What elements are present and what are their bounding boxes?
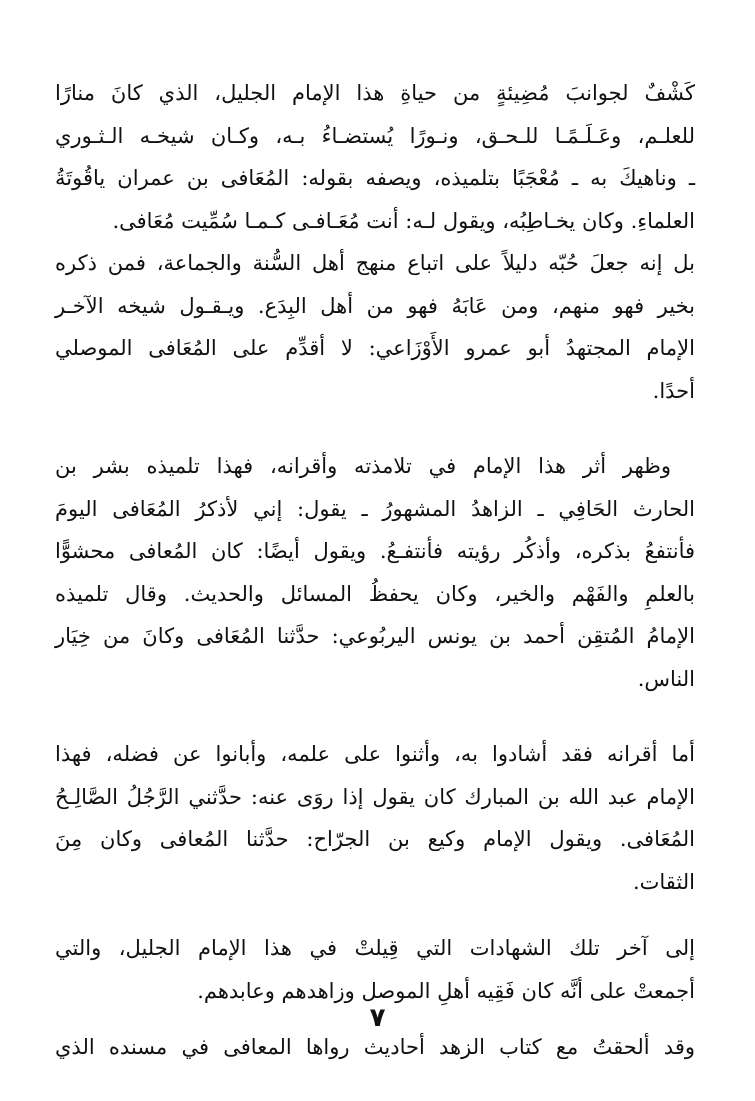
text-line: أجمعتْ على أنَّه كان فَقِيه أهلِ الموصل وزاهدهم وعابدهم. (197, 978, 695, 1003)
text-line: الإمام عبد الله بن المبارك كان يقول إذا روَى عنه: حدَّثني الرَّجُلُ الصَّالِـحُ (55, 784, 695, 809)
text-line: وقد ألحقتُ مع كتاب الزهد أحاديث رواها المعافى في مسنده الذي (55, 1035, 695, 1059)
text-line: الثقات. (632, 869, 695, 894)
text-line: فأنتفعُ بذكره، وأذكُر رؤيته فأنتفـعُ. ويقول أيضًا: كان المُعافى محشوًّا (55, 539, 695, 563)
text-line: الإمامُ المُتقِن أحمد بن يونس اليربُوعي: حدَّثنا المُعَافى وكانَ من خِيَار (55, 624, 695, 648)
text-line: العلماءِ. وكان يخـاطِبُه، ويقول لـه: أنت مُعَـافـى كـمـا سُمِّيت مُعَافى. (112, 208, 695, 233)
paragraph-spacer (55, 903, 695, 927)
paragraph-spacer (55, 700, 695, 733)
text-line: الإمام المجتهدُ أبو عمرو الأَوْزَاعي: لا أقدِّم على المُعَافى الموصلي (55, 336, 695, 360)
page-number: ٧ (369, 1003, 386, 1033)
paragraph (55, 445, 695, 700)
document-page (55, 72, 695, 1069)
paragraph-spacer (55, 412, 695, 445)
text-line: الناس. (637, 666, 695, 691)
paragraph (55, 927, 695, 1012)
text-line: ـ وناهيكَ به ـ مُعْجَبًا بتلميذه، ويصفه بقوله: المُعَافى بن عمران ياقُوتَةُ (55, 166, 695, 190)
paragraph (55, 242, 695, 412)
text-line: أحدًا. (652, 378, 695, 403)
text-line: بل إنه جعلَ حُبّه دليلاً على اتباع منهج أهل السُّنة والجماعة، فمن ذكره (55, 251, 695, 275)
text-line: بخير فهو منهم، ومن عَابَهُ فهو من أهل البِدَع. ويـقـول شيخه الآخـر (55, 293, 695, 318)
text-line: إلى آخر تلك الشهادات التي قِيلتْ في هذا الإمام الجليل، والتي (55, 936, 695, 960)
text-line: للعلـم، وعَـلَـمًـا للـحـق، ونـورًا يُستضـاءُ بـه، وكـان شيخـه الـثـوري (55, 123, 695, 148)
text-line: الحارث الحَافِي ـ الزاهدُ المشهورُ ـ يقول: إني لأذكرُ المُعَافى اليومَ (55, 496, 695, 521)
text-line: وظهر أثر هذا الإمام في تلامذته وأقرانه، فهذا تلميذه بشر بن (55, 454, 671, 478)
text-line: أما أقرانه فقد أشادوا به، وأثنوا على علمه، وأبانوا عن فضله، فهذا (55, 742, 695, 766)
text-line: المُعَافى. ويقول الإمام وكيع بن الجرّاح: حدَّثنا المُعافى وكان مِنَ (55, 827, 695, 851)
paragraph (55, 733, 695, 903)
text-line: بالعلمِ والفَهْم والخير، وكان يحفظُ المسائل والحديث. وقال تلميذه (55, 581, 695, 606)
text-line: كَشْفٌ لجوانبَ مُضِيئةٍ من حياةِ هذا الإمام الجليل، الذي كانَ منارًا (55, 81, 695, 105)
paragraph (55, 72, 695, 242)
